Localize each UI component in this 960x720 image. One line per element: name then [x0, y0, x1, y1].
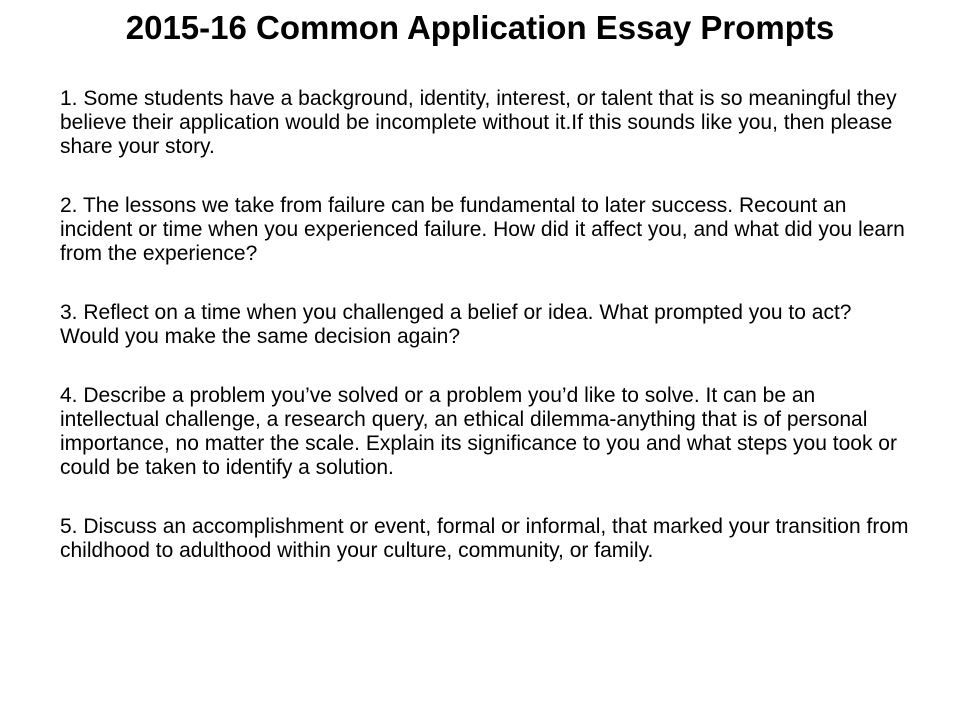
slide-title: 2015-16 Common Application Essay Prompts	[125, 9, 835, 46]
essay-prompt-3: 3. Reflect on a time when you challenged a belief or idea. What prompted you to act? Would you make the same decision again?	[60, 301, 852, 348]
essay-prompt-4: 4. Describe a problem you’ve solved or a problem you’d like to solve. It can be an intellectual challenge, a research query, an ethical dilemma-anything that is of personal importance, no matter the scale. Explain its significance to you and what steps you took or could be taken to identify a solution.	[60, 384, 897, 479]
essay-prompt-2: 2. The lessons we take from failure can be fundamental to later success. Recount an incident or time when you experienced failure. How did it affect you, and what did you learn from the experience?	[60, 194, 905, 265]
prompt-list	[60, 87, 910, 598]
essay-prompt-5: 5. Discuss an accomplishment or event, formal or informal, that marked your transition from childhood to adulthood within your culture, community, or family.	[60, 515, 909, 562]
essay-prompt-1: 1. Some students have a background, identity, interest, or talent that is so meaningful they believe their application would be incomplete without it.If this sounds like you, then please share your story.	[60, 87, 897, 158]
